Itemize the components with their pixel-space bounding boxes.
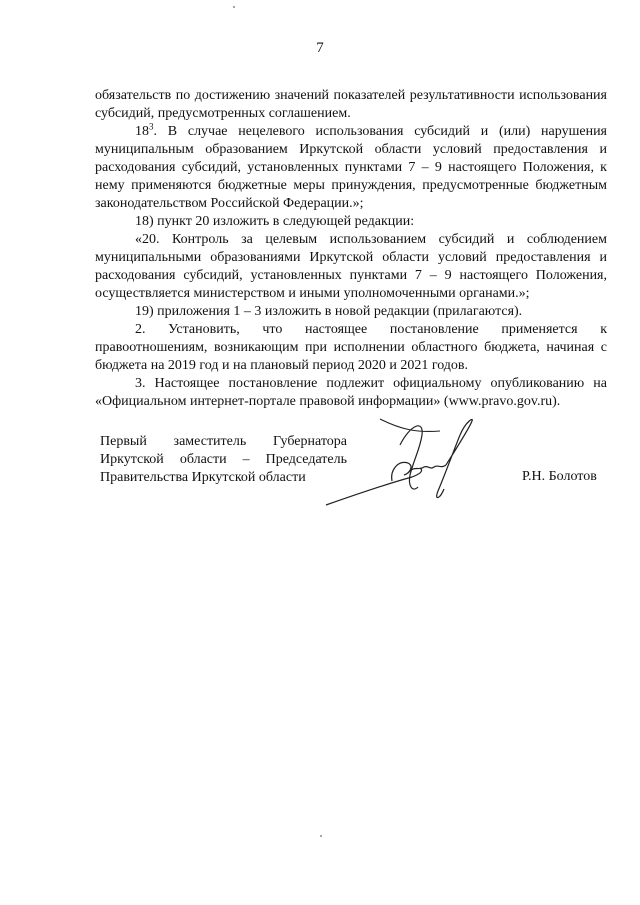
signatory-line: Правительства Иркутской области: [100, 470, 306, 485]
paragraph-item-18-3: [95, 123, 607, 213]
scan-speck: [320, 835, 322, 837]
paragraph-clause-2: 2. Установить, что настоящее постановление применяется к правоотношениям, возникающим при исполнении областного бюджета, начиная с бюджета на 2019 год и на плановый период 2020 и 2021 годов.: [95, 322, 607, 373]
signatory-name: Р.Н. Болотов: [522, 469, 597, 484]
paragraph-continuation: обязательств по достижению значений показателей результативности использования субсидий, предусмотренных соглашением.: [95, 88, 607, 121]
signatory-line: Первый заместитель Губернатора: [100, 434, 347, 449]
paragraph-clause-3: 3. Настоящее постановление подлежит официальному опубликованию на «Официальном интернет-портале правовой информации» (www.pravo.gov.ru).: [95, 376, 607, 409]
handwritten-signature: [320, 415, 480, 515]
item-text: . В случае нецелевого использования субсидий и (или) нарушения муниципальным образованием Иркутской области условий предоставления и расходования субсидий, установленных пунктами 7 – 9 настоящего Положения, к нему применяются бюджетные меры принуждения, предусмотренные бюджетным законодательством Российской Федерации.»;: [95, 124, 607, 211]
paragraph-item-20-quote: «20. Контроль за целевым использованием субсидий и соблюдением муниципальными образованиями Иркутской области условий предоставления и расходования субсидий, установленных пунктами 7 – 9 настоящего Положения, осуществляется министерством и иными уполномоченными органами.»;: [95, 232, 607, 301]
signatory-line: Иркутской области – Председатель: [100, 452, 347, 467]
document-body: [95, 87, 607, 411]
page-number: 7: [316, 40, 324, 56]
scan-speck: [233, 6, 235, 8]
signatory-title: [100, 433, 347, 487]
item-number: 18: [135, 124, 149, 139]
paragraph-item-19: 19) приложения 1 – 3 изложить в новой редакции (прилагаются).: [135, 304, 523, 319]
item-superscript: 3: [149, 121, 154, 132]
paragraph-item-18: 18) пункт 20 изложить в следующей редакции:: [135, 214, 415, 229]
